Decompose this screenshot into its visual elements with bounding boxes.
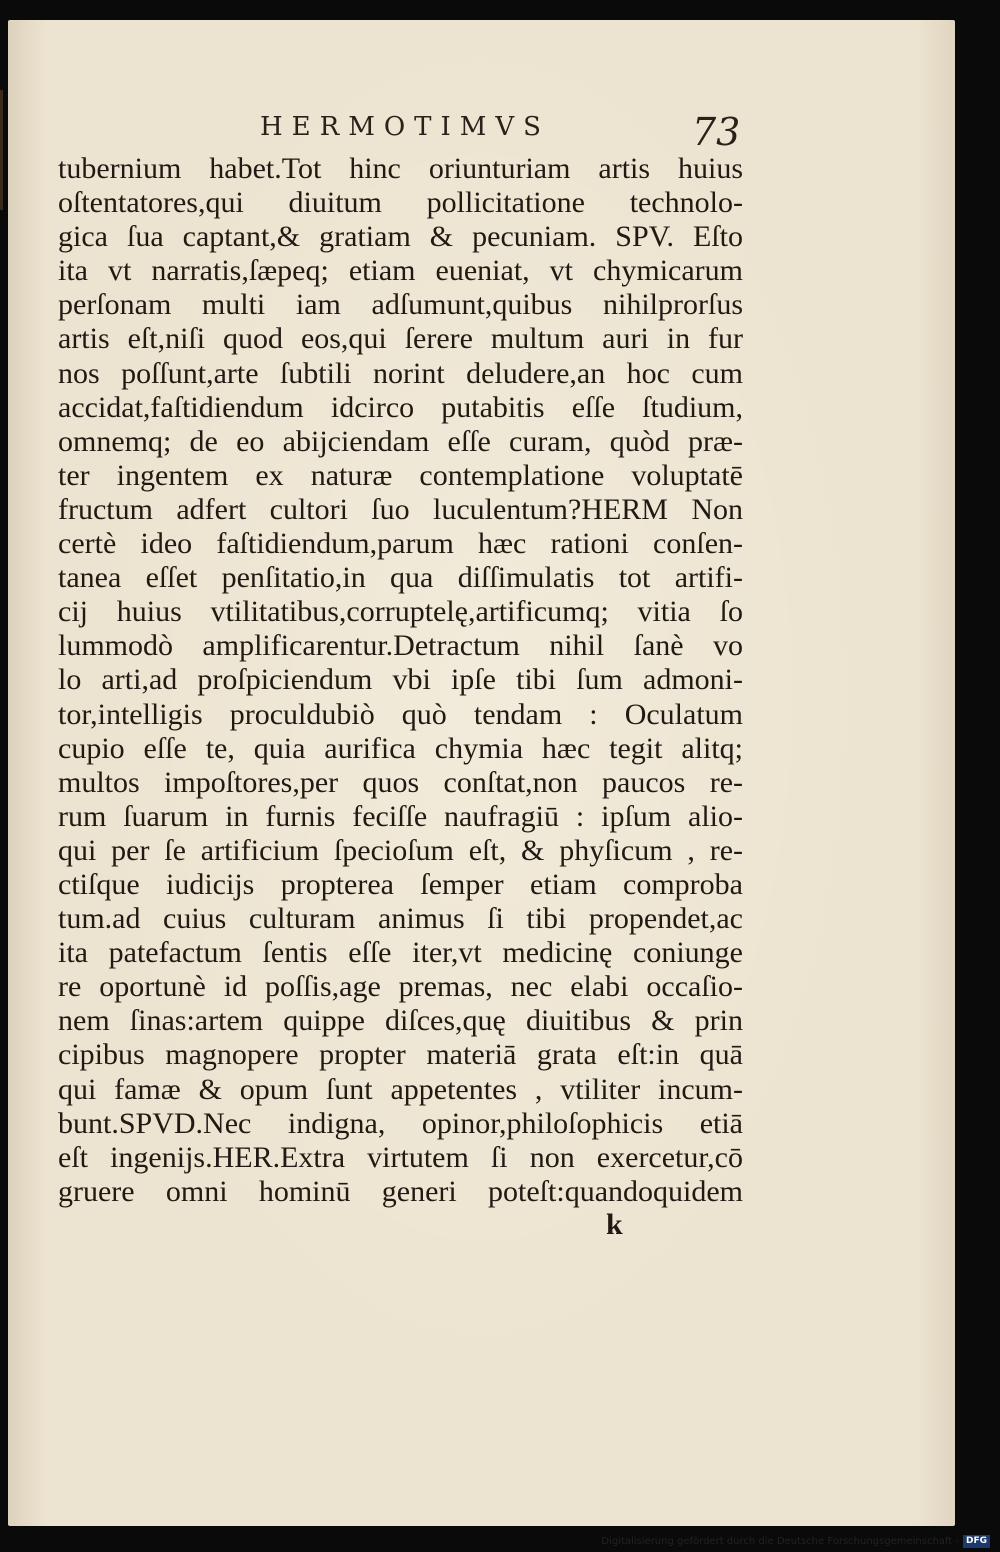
dfg-logo: DFG: [963, 1535, 990, 1548]
body-text: [58, 152, 743, 1209]
text-line: ita patefactum ſentis eſſe iter,vt medicinę coniunge: [58, 936, 743, 970]
digitization-credit: [601, 1535, 990, 1548]
text-line: tanea eſſet penſitatio,in qua diſſimulatis tot artifi-: [58, 561, 743, 595]
text-line: artis eſt,niſi quod eos,qui ſerere multum auri in fur: [58, 322, 743, 356]
text-line: ter ingentem ex naturæ contemplatione voluptatē: [58, 458, 743, 492]
text-line: perſonam multi iam adſumunt,quibus nihilprorſus: [58, 288, 743, 322]
text-line: cij huius vtilitatibus,corruptelę,artificumq; vitia ſo: [58, 595, 743, 629]
text-line: multos impoſtores,per quos conſtat,non paucos re-: [58, 765, 743, 799]
signature-mark: k: [606, 1208, 623, 1241]
binding-edge: [0, 90, 3, 210]
text-line: ctiſque iudicijs propterea ſemper etiam comproba: [58, 867, 743, 901]
text-line: lummodò amplificarentur.Detractum nihil ſanè vo: [58, 629, 743, 663]
text-line: eſt ingenijs.HER.Extra virtutem ſi non exercetur,cō: [58, 1140, 743, 1174]
text-line: ita vt narratis,ſæpeq; etiam eueniat, vt chymicarum: [58, 254, 743, 288]
text-line: nem ſinas:artem quippe diſces,quę diuitibus & prin: [58, 1004, 743, 1038]
text-line: re oportunè id poſſis,age premas, nec elabi occaſio-: [58, 970, 743, 1004]
text-line: tubernium habet.Tot hinc oriunturiam artis huius: [58, 152, 743, 185]
text-line: cipibus magnopere propter materiā grata eſt:in quā: [58, 1038, 743, 1072]
text-line: gica ſua captant,& gratiam & pecuniam. SPV. Eſto: [58, 220, 743, 254]
text-line: tum.ad cuius culturam animus ſi tibi propendet,ac: [58, 902, 743, 936]
text-line: qui per ſe artificium ſpecioſum eſt, & phyſicum , re-: [58, 833, 743, 867]
text-line: rum ſuarum in furnis feciſſe naufragiū : ipſum alio-: [58, 799, 743, 833]
text-line: omnemq; de eo abijciendam eſſe curam, quòd præ-: [58, 424, 743, 458]
text-line: oſtentatores,qui diuitum pollicitatione technolo-: [58, 186, 743, 220]
page-number: 73: [692, 110, 741, 154]
text-line: gruere omni hominū generi poteſt:quandoquidem: [58, 1174, 743, 1208]
running-head: HERMOTIMVS: [260, 112, 550, 142]
text-line: accidat,faſtidiendum idcirco putabitis eſſe ſtudium,: [58, 390, 743, 424]
text-line: fructum adfert cultori ſuo luculentum?HERM Non: [58, 492, 743, 526]
text-line: bunt.SPVD.Nec indigna, opinor,philoſophicis etiā: [58, 1106, 743, 1140]
text-line: qui famæ & opum ſunt appetentes , vtiliter incum-: [58, 1072, 743, 1106]
text-line: certè ideo faſtidiendum,parum hæc rationi conſen-: [58, 527, 743, 561]
text-line: nos poſſunt,arte ſubtili norint deludere,an hoc cum: [58, 356, 743, 390]
text-line: tor,intelligis proculdubiò quò tendam : Oculatum: [58, 697, 743, 731]
credit-text: Digitalisierung gefördert durch die Deutsche Forschungsgemeinschaft -: [601, 1536, 959, 1547]
text-line: lo arti,ad proſpiciendum vbi ipſe tibi ſum admoni-: [58, 663, 743, 697]
text-line: cupio eſſe te, quia aurifica chymia hæc tegit alitq;: [58, 731, 743, 765]
